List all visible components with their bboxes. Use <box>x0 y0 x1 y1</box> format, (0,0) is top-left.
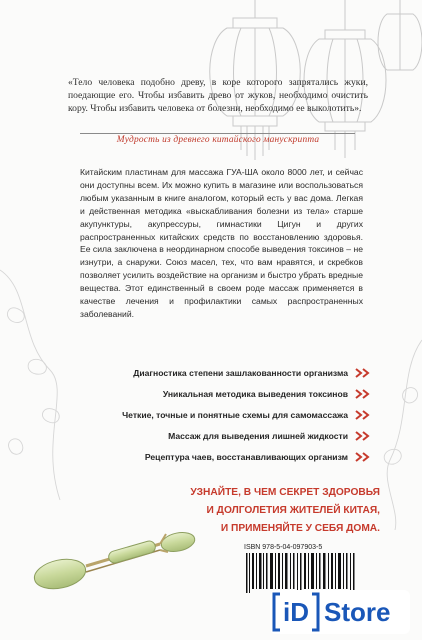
feature-text: Рецептура чаев, восстанавливающих организм <box>144 452 348 462</box>
epigraph-quote: «Тело человека подобно древу, в коре которого запрятались жуки, поедающие его. Чтобы избавить древо от жуков, необходимо очистить кору. Чтобы избавить человека от болезни, необходимо ее выколотить». <box>68 77 368 115</box>
feature-text: Четкие, точные и понятные схемы для самомассажа <box>122 410 348 420</box>
divider <box>80 133 355 134</box>
chevron-right-double-icon <box>355 410 370 420</box>
floral-decoration <box>0 250 80 510</box>
cta-line: И ПРИМЕНЯЙТЕ У СЕБЯ ДОМА. <box>220 523 380 534</box>
cta-line: И ДОЛГОЛЕТИЯ ЖИТЕЛЕЙ КИТАЯ, <box>206 505 380 516</box>
feature-text: Уникальная методика выведения токсинов <box>162 389 348 399</box>
chevron-right-double-icon <box>355 389 370 399</box>
chevron-right-double-icon <box>355 452 370 462</box>
list-item <box>168 429 370 443</box>
list-item <box>145 450 370 464</box>
list-item <box>122 408 370 422</box>
list-item <box>163 387 370 401</box>
isbn-text: ISBN 978-5-04-097903-5 <box>244 544 323 551</box>
chevron-right-double-icon <box>355 431 370 441</box>
epigraph-attribution: Мудрость из древнего китайского манускрипта <box>116 135 320 145</box>
store-logo <box>270 590 410 634</box>
description-paragraph: Китайским пластинам для массажа ГУА-ША около 8000 лет, и сейчас они доступны всем. Их можно купить в магазине или воспользоваться любым указанным в книге аналогом, который есть у вас дома. Легкая и действенная методика «выскабливания болезни из тела» старше акупунктуры, акупрессуры, гимнастики Цигун и других распространенных китайских средств по восстановлению здоровья. Ее сила заключена в неординарном способе выведения токсинов – не изнутри, а снаружи. Союз масел, тех, что вам нравятся, и скребков позволяет усилить воздействие на организм и быстро убрать вредные вещества. Этот единственный в своем роде массаж применяется в качестве лечения и профилактики самых распространенных заболеваний. <box>80 167 363 319</box>
logo-name: Store <box>324 597 391 627</box>
chevron-right-double-icon <box>355 368 370 378</box>
jade-roller-icon <box>20 512 220 602</box>
feature-text: Массаж для выведения лишней жидкости <box>168 431 348 441</box>
list-item <box>133 366 370 380</box>
logo-prefix: iD <box>283 597 309 627</box>
feature-text: Диагностика степени зашлакованности организма <box>133 368 348 378</box>
cta-line: УЗНАЙТЕ, В ЧЕМ СЕКРЕТ ЗДОРОВЬЯ <box>190 487 380 498</box>
barcode <box>244 553 364 593</box>
